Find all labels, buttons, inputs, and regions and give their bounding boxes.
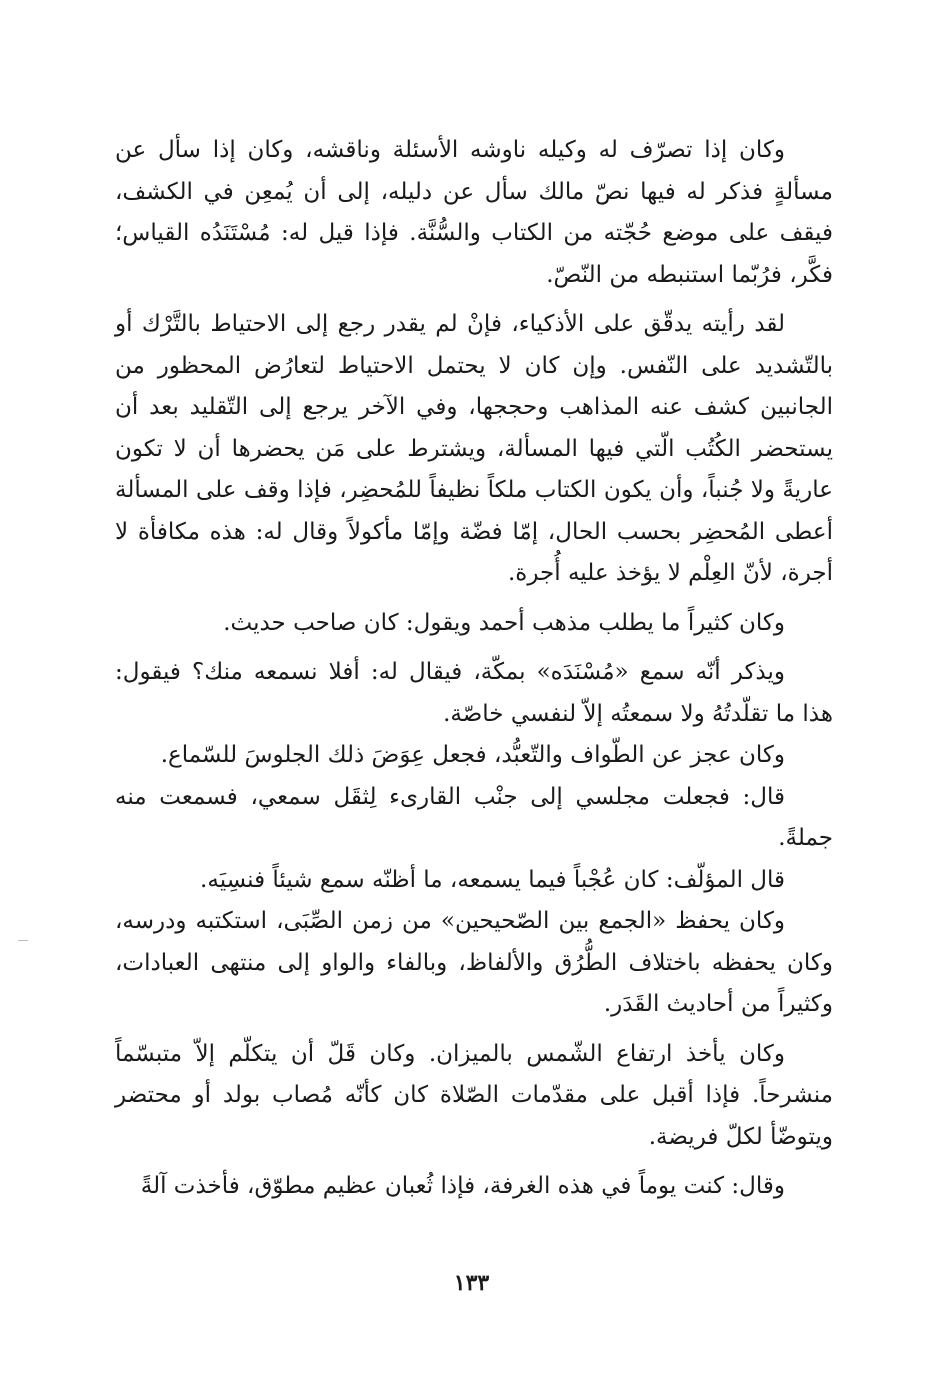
paragraph-reciter: قال: فجعلت مجلسي إلى جنْب القارىء لِثقَل سمعي، فسمعت منه جملةً. — [115, 783, 833, 851]
paragraph-questioning-agent: وكان إذا تصرّف له وكيله ناوشه الأسئلة وناقشه، وكان إذا سأل عن مسألةٍ فذكر له فيها نصّ مالك سأل عن دليله، إلى أن يُمعِن في الكشف، فيقف على موضع حُجّته من الكتاب والسُّنَّة. فإذا قيل له: مُسْتَنَدُه القياس؛ فكَّر، فرُبّما استنبطه من النّصّ. — [115, 137, 833, 288]
paragraph-musnad: ويذكر أنّه سمع «مُسْنَدَه» بمكّة، فيقال له: أفلا نسمعه منك؟ فيقول: هذا ما تقلّدتُهُ ولا سمعتُه إلاّ لنفسي خاصّة. — [115, 659, 833, 727]
body-text — [115, 130, 833, 1208]
paragraph-serpent: وقال: كنت يوماً في هذه الغرفة، فإذا ثُعبان عظيم مطوّق، فأخذت آلةً — [140, 1173, 785, 1199]
paragraph-author-note: قال المؤلّف: كان عُجْباً فيما يسمعه، ما أظنّه سمع شيئاً فنسِيَه. — [200, 866, 785, 893]
paragraph-prayer: وكان يأخذ ارتفاع الشّمس بالميزان. وكان قَلّ أن يتكلّم إلاّ متبسّماً منشرحاً. فإذا أقبل على مقدّمات الصّلاة كان كأنّه مُصاب بولد أو محتضر ويتوضّأ لكلّ فريضة. — [115, 1040, 833, 1150]
paragraph-listening: وكان عجز عن الطّواف والتّعبُّد، فجعل عِوَضَ ذلك الجلوسَ للسّماع. — [160, 742, 785, 768]
paragraph-precaution: لقد رأيته يدقّق على الأذكياء، فإنْ لم يقدر رجع إلى الاحتياط بالتَّرْك أو بالتّشديد على النّفس. وإن كان لا يحتمل الاحتياط لتعارُض المحظور من الجانبين كشف عنه المذاهب وحججها، وفي الآخر يرجع إلى التّقليد بعد أن يستحضر الكُتُب الّتي فيها المسألة، ويشترط على مَن يحضرها أن لا تكون عاريةً ولا جُنباً، وأن يكون الكتاب ملكاً نظيفاً للمُحضِر، فإذا وقف على المسألة أعطى المُحضِر بحسب الحال، إمّا فضّة وإمّا مأكولاً وقال له: هذه مكافأة لا أجرة، لأنّ العِلْم لا يؤخذ عليه أُجرة. — [115, 311, 833, 586]
paragraph-ahmad-school: وكان كثيراً ما يطلب مذهب أحمد ويقول: كان صاحب حديث. — [223, 609, 785, 636]
page-number: ١٣٣ — [453, 1270, 490, 1296]
paragraph-two-sahihs: وكان يحفظ «الجمع بين الصّحيحين» من زمن الصِّبَى، استكتبه ودرسه، وكان يحفظه باختلاف الطُّرُق والألفاظ، وبالفاء والواو إلى منتهى العبادات، وكثيراً من أحاديث القَدَر. — [115, 908, 833, 1017]
margin-mark — [18, 940, 28, 941]
